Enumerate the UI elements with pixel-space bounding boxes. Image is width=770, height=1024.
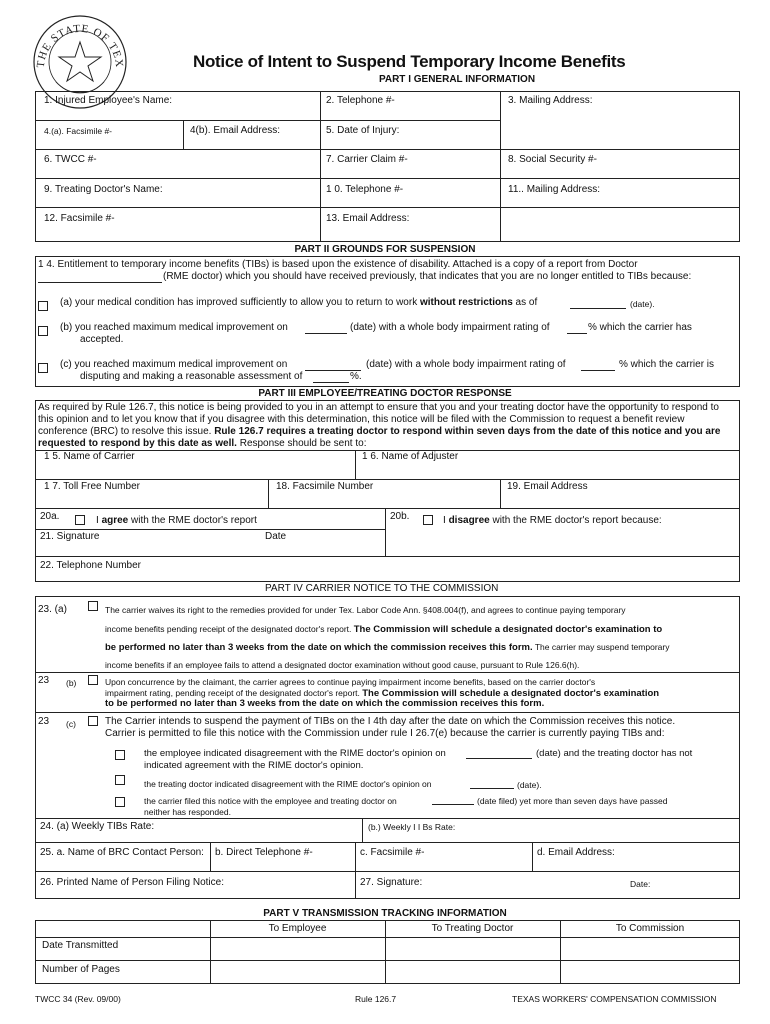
signature-date-field[interactable]: Date <box>265 531 287 542</box>
doctor-facsimile-field[interactable]: 12. Facsimile #- <box>44 213 115 224</box>
brc-contact-name-field[interactable]: 25. a. Name of BRC Contact Person: <box>40 847 204 858</box>
subcondition-1-date-blank[interactable] <box>466 758 532 759</box>
part2-intro-line2: (RME doctor) which you should have received previously, that indicates that you are no longer entitled to TIBs because: <box>163 271 692 282</box>
date-to-employee-cell[interactable] <box>212 939 383 959</box>
form-number: TWCC 34 (Rev. 09/00) <box>35 994 121 1004</box>
part2-intro-line1: 1 4. Entitlement to temporary income benefits (TIBs) is based upon the existence of disability. Attached is a copy of a report from Doctor <box>38 259 638 270</box>
checkbox-b[interactable] <box>38 326 48 336</box>
part3-respond-line: requested to respond by this date as well. Response should be sent to: <box>38 438 367 449</box>
mailing-address-field[interactable]: 3. Mailing Address: <box>508 95 593 106</box>
subcondition-2-checkbox[interactable] <box>115 775 125 785</box>
date-to-commission-cell[interactable] <box>562 939 738 959</box>
reason-b-rating-blank[interactable] <box>567 333 587 334</box>
pages-to-employee-cell[interactable] <box>212 962 383 982</box>
agree-checkbox[interactable] <box>75 515 85 525</box>
adjuster-name-field[interactable]: 1 6. Name of Adjuster <box>362 451 459 462</box>
agree-label: I agree with the RME doctor's report <box>96 515 257 526</box>
option-23b-line2: impairment rating, pending receipt of the designated doctor's report. The Commission will schedule a designated doctor's examination <box>105 688 660 699</box>
rme-doctor-blank[interactable] <box>38 282 162 283</box>
col-to-commission: To Commission <box>615 923 685 934</box>
part1-heading: PART I GENERAL INFORMATION <box>378 74 536 85</box>
filer-signature-field[interactable]: 27. Signature: <box>360 877 423 888</box>
subcondition-2-date-blank[interactable] <box>470 788 514 789</box>
option-23a-checkbox[interactable] <box>88 601 98 611</box>
part3-heading: PART III EMPLOYEE/TREATING DOCTOR RESPONSE <box>258 388 512 399</box>
filer-date-field[interactable]: Date: <box>630 879 651 889</box>
employee-signature-field[interactable]: 21. Signature <box>40 531 100 542</box>
reason-c-rating-blank[interactable] <box>581 370 615 371</box>
social-security-field[interactable]: 8. Social Security #- <box>508 154 597 165</box>
weekly-iibs-rate-field[interactable]: (b.) Weekly I I Bs Rate: <box>368 822 456 832</box>
pages-to-commission-cell[interactable] <box>562 962 738 982</box>
employee-telephone-field[interactable]: 22. Telephone Number <box>40 560 141 571</box>
part4-heading: PART IV CARRIER NOTICE TO THE COMMISSION <box>265 583 499 594</box>
brc-facsimile-field[interactable]: c. Facsimile #- <box>360 847 425 858</box>
col-to-treating-doctor: To Treating Doctor <box>431 923 514 934</box>
rule-reference: Rule 126.7 <box>355 994 397 1004</box>
row-number-of-pages: Number of Pages <box>42 964 120 975</box>
doctor-mailing-address-field[interactable]: 11.. Mailing Address: <box>508 184 601 195</box>
brc-direct-telephone-field[interactable]: b. Direct Telephone #- <box>215 847 313 858</box>
subcondition-3-checkbox[interactable] <box>115 797 125 807</box>
subcondition-1-checkbox[interactable] <box>115 750 125 760</box>
col-to-employee: To Employee <box>268 923 327 934</box>
part3-rule-line: conference (BRC) to resolve this issue. Rule 126.7 requires a treating doctor to respond within seven days from the date of this notice and you are <box>38 426 721 437</box>
checkbox-c[interactable] <box>38 363 48 373</box>
reason-a-date-blank[interactable] <box>570 308 626 309</box>
filer-printed-name-field[interactable]: 26. Printed Name of Person Filing Notice: <box>40 877 224 888</box>
carrier-name-field[interactable]: 1 5. Name of Carrier <box>44 451 135 462</box>
disagree-label: I disagree with the RME doctor's report because: <box>443 515 662 526</box>
subcondition-3-date-blank[interactable] <box>432 804 474 805</box>
option-23a-line3: be performed no later than 3 weeks from the date on which the commission receives this form. The carrier may suspend temporary <box>105 642 670 653</box>
carrier-claim-field[interactable]: 7. Carrier Claim #- <box>326 154 408 165</box>
option-23b-checkbox[interactable] <box>88 675 98 685</box>
toll-free-number-field[interactable]: 1 7. Toll Free Number <box>44 481 140 492</box>
reason-b-date-blank[interactable] <box>305 333 347 334</box>
checkbox-a[interactable] <box>38 301 48 311</box>
treating-doctor-name-field[interactable]: 9. Treating Doctor's Name: <box>44 184 163 195</box>
part2-heading: PART II GROUNDS FOR SUSPENSION <box>294 244 476 255</box>
doctor-email-field[interactable]: 13. Email Address: <box>326 213 410 224</box>
agency-name: TEXAS WORKERS' COMPENSATION COMMISSION <box>512 994 717 1004</box>
weekly-tibs-rate-field[interactable]: 24. (a) Weekly TIBs Rate: <box>40 821 155 832</box>
twcc-number-field[interactable]: 6. TWCC #- <box>44 154 97 165</box>
telephone-field[interactable]: 2. Telephone #- <box>326 95 395 106</box>
brc-email-field[interactable]: d. Email Address: <box>537 847 615 858</box>
date-to-doctor-cell[interactable] <box>387 939 558 959</box>
pages-to-doctor-cell[interactable] <box>387 962 558 982</box>
row-date-transmitted: Date Transmitted <box>42 940 119 951</box>
injured-employee-name-field[interactable]: 1. Injured Employee's Name: <box>44 95 173 106</box>
email-address-field[interactable]: 4(b). Email Address: <box>190 125 281 136</box>
reason-c-assessment-blank[interactable] <box>313 382 349 383</box>
date-of-injury-field[interactable]: 5. Date of Injury: <box>326 125 400 136</box>
facsimile-field[interactable]: 4.(a). Facsimile #- <box>44 126 113 136</box>
part5-heading: PART V TRANSMISSION TRACKING INFORMATION <box>263 908 507 919</box>
doctor-telephone-field[interactable]: 1 0. Telephone #- <box>326 184 404 195</box>
facsimile-number-field[interactable]: 18. Facsimile Number <box>276 481 374 492</box>
seal-text: THE STATE OF TEX <box>34 22 126 69</box>
option-23a-line2: income benefits pending receipt of the designated doctor's report. The Commission will schedule a designated doctor's examination to <box>105 624 663 635</box>
carrier-email-field[interactable]: 19. Email Address <box>507 481 588 492</box>
reason-a: (a) your medical condition has improved sufficiently to allow you to return to work without restrictions as of <box>60 297 538 308</box>
page-title: Notice of Intent to Suspend Temporary Income Benefits <box>193 52 626 71</box>
disagree-checkbox[interactable] <box>423 515 433 525</box>
option-23c-checkbox[interactable] <box>88 716 98 726</box>
